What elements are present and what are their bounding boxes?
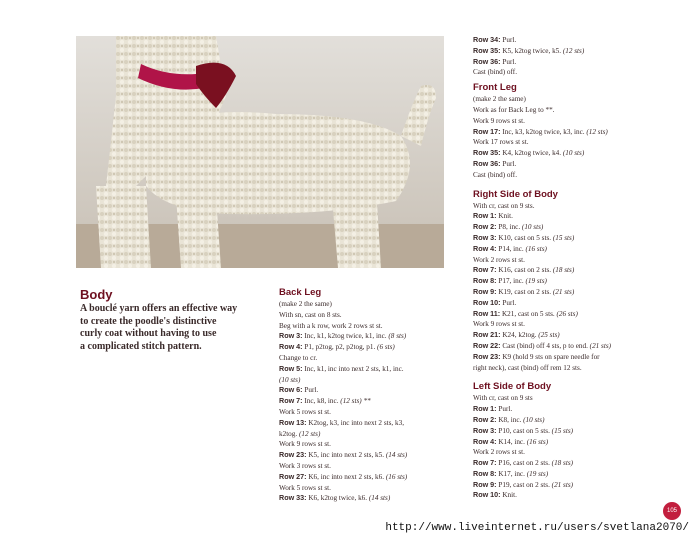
- instruction-line: [473, 426, 611, 437]
- body-section-title: Body: [80, 287, 113, 302]
- instruction-line: [473, 159, 611, 170]
- instruction-line: [473, 170, 611, 181]
- row-label: Row 2:: [473, 414, 497, 424]
- instruction-line: [279, 418, 407, 429]
- instruction-text: K8, inc.: [498, 415, 522, 424]
- instruction-text: K4, k2tog twice, k4.: [502, 149, 562, 158]
- instruction-line: [279, 353, 407, 364]
- instruction-text: K10, cast on 5 sts.: [498, 233, 552, 242]
- description-line: to create the poodle's distinctive: [80, 315, 217, 327]
- instruction-line: [473, 490, 611, 501]
- instruction-text: Work 2 rows st st.: [473, 255, 525, 264]
- row-label: Row 35:: [473, 148, 501, 158]
- instruction-line: [279, 429, 407, 440]
- stitch-count: (21 sts): [551, 480, 574, 489]
- instruction-text: K2tog, k3, inc into next 2 sts, k3,: [308, 418, 404, 427]
- instruction-line: [473, 35, 611, 46]
- row-label: Row 3:: [473, 425, 497, 435]
- instruction-line: [473, 244, 611, 255]
- instruction-text: P1, p2tog, p2, p2tog, p1.: [304, 343, 376, 352]
- front-leg-title: Front Leg: [473, 82, 517, 94]
- stitch-count: (16 sts): [525, 244, 547, 253]
- instruction-line: [473, 363, 611, 374]
- row-label: Row 10:: [473, 297, 501, 307]
- instruction-line: [473, 222, 611, 233]
- stitch-count: (16 sts): [526, 437, 549, 446]
- stitch-count: (25 sts): [538, 331, 560, 340]
- row-label: Row 3:: [473, 232, 497, 242]
- instruction-text: Work 9 rows st st.: [279, 440, 331, 449]
- right-side-instructions: [473, 201, 611, 374]
- instruction-line: [279, 375, 407, 386]
- stitch-count: (12 sts) **: [340, 397, 371, 406]
- right-side-title: Right Side of Body: [473, 188, 558, 200]
- page-number-badge: 105: [663, 502, 681, 520]
- instruction-text: K5, inc into next 2 sts, k5.: [308, 451, 385, 460]
- row-label: Row 1:: [473, 404, 497, 414]
- body-description: [80, 303, 290, 353]
- instruction-text: P17, inc.: [498, 277, 524, 286]
- instruction-line: [473, 94, 611, 105]
- instruction-text: K16, cast on 2 sts.: [498, 266, 552, 275]
- instruction-line: [279, 310, 407, 321]
- row-label: Row 5:: [279, 363, 303, 373]
- stitch-count: (10 sts): [562, 149, 585, 158]
- instruction-line: [473, 404, 611, 415]
- instruction-text: Purl.: [498, 405, 513, 414]
- instruction-line: [473, 330, 611, 341]
- stitch-count: (14 sts): [368, 494, 391, 503]
- row-label: Row 4:: [473, 436, 497, 446]
- stitch-count: (12 sts): [586, 127, 608, 136]
- instruction-line: [473, 127, 611, 138]
- stitch-count: (10 sts): [521, 223, 544, 232]
- instruction-line: [279, 396, 407, 407]
- instruction-text: Work 17 rows st st.: [473, 138, 529, 147]
- instruction-line: [473, 309, 611, 320]
- instruction-line: [473, 276, 611, 287]
- instruction-text: With cr, cast on 9 sts: [473, 394, 533, 403]
- instruction-line: [473, 287, 611, 298]
- left-side-title: Left Side of Body: [473, 381, 552, 393]
- instruction-text: Work as for Back Leg to **.: [473, 105, 555, 114]
- instruction-line: [279, 331, 407, 342]
- instruction-text: Work 9 rows st st.: [473, 116, 525, 125]
- instruction-line: [279, 299, 407, 310]
- row-label: Row 17:: [473, 126, 501, 136]
- front-leg-instructions: [473, 94, 611, 180]
- row-label: Row 34:: [473, 35, 501, 44]
- row-label: Row 21:: [473, 330, 501, 340]
- poodle-illustration: [76, 36, 444, 268]
- instruction-line: [279, 483, 407, 494]
- instruction-line: [279, 461, 407, 472]
- stitch-count: (8 sts): [388, 332, 407, 341]
- row-label: Row 22:: [473, 340, 501, 350]
- instruction-text: Inc, k1, inc into next 2 sts, k1, inc.: [304, 364, 404, 373]
- description-line: A bouclé yarn offers an effective way: [80, 303, 238, 314]
- pattern-column-right: [473, 35, 611, 501]
- back-leg-section: [279, 287, 407, 504]
- row-label: Row 8:: [473, 276, 497, 286]
- instruction-line: [473, 255, 611, 266]
- instruction-text: Work 5 rows st st.: [279, 483, 331, 492]
- stitch-count: (10 sts): [279, 375, 301, 384]
- row-label: Row 7:: [279, 396, 303, 406]
- instruction-line: [473, 265, 611, 276]
- instruction-text: Purl.: [502, 159, 517, 168]
- row-label: Row 7:: [473, 265, 497, 275]
- instruction-line: [473, 393, 611, 404]
- row-label: Row 3:: [279, 331, 303, 341]
- instruction-line: [473, 211, 611, 222]
- row-label: Row 10:: [473, 490, 501, 500]
- instruction-text: K5, k2tog twice, k5.: [502, 46, 562, 55]
- instruction-text: Purl.: [502, 36, 517, 44]
- instruction-line: [473, 341, 611, 352]
- instruction-line: [473, 415, 611, 426]
- instruction-text: Inc, k8, inc.: [304, 397, 339, 406]
- instruction-line: [473, 352, 611, 363]
- instruction-line: [473, 233, 611, 244]
- row-label: Row 27:: [279, 471, 307, 481]
- row-label: Row 33:: [279, 493, 307, 503]
- instruction-line: [473, 458, 611, 469]
- row-label: Row 13:: [279, 417, 307, 427]
- stitch-count: (18 sts): [552, 266, 575, 275]
- instruction-line: [473, 46, 611, 57]
- instruction-line: [473, 116, 611, 127]
- instruction-text: With cr, cast on 9 sts.: [473, 201, 535, 210]
- instruction-text: K19, cast on 2 sts.: [498, 287, 552, 296]
- instruction-text: P10, cast on 5 sts.: [498, 426, 550, 435]
- instruction-line: [279, 407, 407, 418]
- instruction-text: Cast (bind) off 4 sts, p to end.: [502, 341, 588, 350]
- instruction-text: Beg with a k row, work 2 rows st st.: [279, 321, 383, 330]
- instruction-text: P14, inc.: [498, 244, 524, 253]
- instruction-text: (make 2 the same): [473, 95, 526, 104]
- stitch-count: (12 sts): [562, 46, 585, 55]
- row-label: Row 23:: [279, 450, 307, 460]
- instruction-text: Inc, k3, k2tog twice, k3, inc.: [502, 127, 585, 136]
- instruction-text: Work 9 rows st st.: [473, 320, 525, 329]
- instruction-text: Knit.: [502, 491, 517, 500]
- stitch-count: (21 sts): [589, 341, 612, 350]
- stitch-count: (15 sts): [552, 233, 575, 242]
- row-label: Row 4:: [473, 243, 497, 253]
- instruction-line: [279, 493, 407, 504]
- row-label: Row 9:: [473, 286, 497, 296]
- instruction-text: K9 (hold 9 sts on spare needle for: [502, 352, 600, 361]
- instruction-text: K24, k2tog.: [502, 331, 537, 340]
- instruction-text: P16, cast on 2 sts.: [498, 459, 550, 468]
- instruction-text: Purl.: [304, 386, 319, 395]
- poodle-photo: [76, 36, 444, 268]
- left-side-instructions: [473, 393, 611, 501]
- instruction-line: [279, 472, 407, 483]
- row-label: Row 9:: [473, 479, 497, 489]
- instruction-text: Work 2 rows st st.: [473, 448, 525, 457]
- instruction-line: [473, 437, 611, 448]
- instruction-text: K17, inc.: [498, 469, 525, 478]
- instruction-line: [473, 480, 611, 491]
- instruction-text: P19, cast on 2 sts.: [498, 480, 550, 489]
- row-label: Row 36:: [473, 56, 501, 66]
- stitch-count: (6 sts): [377, 343, 395, 352]
- instruction-text: Purl.: [502, 298, 517, 307]
- row-label: Row 8:: [473, 468, 497, 478]
- watermark-url[interactable]: http://www.liveinternet.ru/users/svetlana2070/: [385, 522, 689, 534]
- back-leg-instructions: [279, 299, 407, 504]
- row-label: Row 23:: [473, 351, 501, 361]
- description-line: a complicated stitch pattern.: [80, 340, 202, 352]
- stitch-count: (15 sts): [551, 426, 574, 435]
- description-line: curly coat without having to use: [80, 328, 217, 339]
- instruction-text: Cast (bind) off.: [473, 68, 517, 77]
- instruction-line: [279, 439, 407, 450]
- instruction-text: K14, inc.: [498, 437, 525, 446]
- row-label: Row 35:: [473, 45, 501, 55]
- instruction-line: [473, 447, 611, 458]
- instruction-text: K21, cast on 5 sts.: [501, 309, 555, 318]
- instruction-line: [473, 201, 611, 212]
- instruction-text: Knit.: [498, 212, 513, 221]
- stitch-count: (10 sts): [523, 415, 545, 424]
- instruction-line: [473, 319, 611, 330]
- instruction-text: k2tog.: [279, 429, 298, 438]
- stitch-count: (12 sts): [298, 429, 321, 438]
- instruction-text: Work 5 rows st st.: [279, 407, 331, 416]
- instruction-text: With sn, cast on 8 sts.: [279, 310, 342, 319]
- row-label: Row 36:: [473, 158, 501, 168]
- stitch-count: (26 sts): [556, 309, 578, 318]
- back-leg-title: Back Leg: [279, 287, 322, 298]
- row-label: Row 6:: [279, 385, 303, 395]
- instruction-line: [473, 469, 611, 480]
- row-label: Row 4:: [279, 342, 303, 352]
- instruction-text: Change to cr.: [279, 353, 318, 362]
- instruction-line: [279, 385, 407, 396]
- row-label: Row 11:: [473, 308, 501, 318]
- stitch-count: (19 sts): [525, 277, 547, 286]
- instruction-text: P8, inc.: [498, 223, 521, 232]
- instruction-line: [279, 342, 407, 353]
- row-label: Row 7:: [473, 458, 497, 468]
- instruction-text: K6, inc into next 2 sts, k6.: [308, 472, 385, 481]
- instruction-line: [279, 450, 407, 461]
- instruction-line: [473, 105, 611, 116]
- instruction-line: [279, 321, 407, 332]
- row-label: Row 1:: [473, 211, 497, 221]
- instruction-line: [473, 67, 611, 78]
- stitch-count: (16 sts): [385, 472, 408, 481]
- stitch-count: (19 sts): [526, 469, 549, 478]
- instruction-text: K6, k2tog twice, k6.: [308, 494, 368, 503]
- row-label: Row 2:: [473, 222, 497, 232]
- instruction-line: [473, 148, 611, 159]
- instruction-text: Cast (bind) off.: [473, 170, 517, 179]
- instruction-line: [473, 137, 611, 148]
- instruction-line: [279, 364, 407, 375]
- instruction-text: Purl.: [502, 57, 517, 66]
- stitch-count: (18 sts): [551, 459, 574, 468]
- instruction-text: right neck), cast (bind) off rem 12 sts.: [473, 363, 582, 372]
- stitch-count: (21 sts): [552, 287, 575, 296]
- instruction-text: (make 2 the same): [279, 300, 332, 308]
- instruction-text: Inc, k1, k2tog twice, k1, inc.: [304, 332, 387, 341]
- back-leg-continued: [473, 35, 611, 78]
- instruction-text: Work 3 rows st st.: [279, 461, 331, 470]
- instruction-line: [473, 57, 611, 68]
- instruction-line: [473, 298, 611, 309]
- stitch-count: (14 sts): [385, 451, 408, 460]
